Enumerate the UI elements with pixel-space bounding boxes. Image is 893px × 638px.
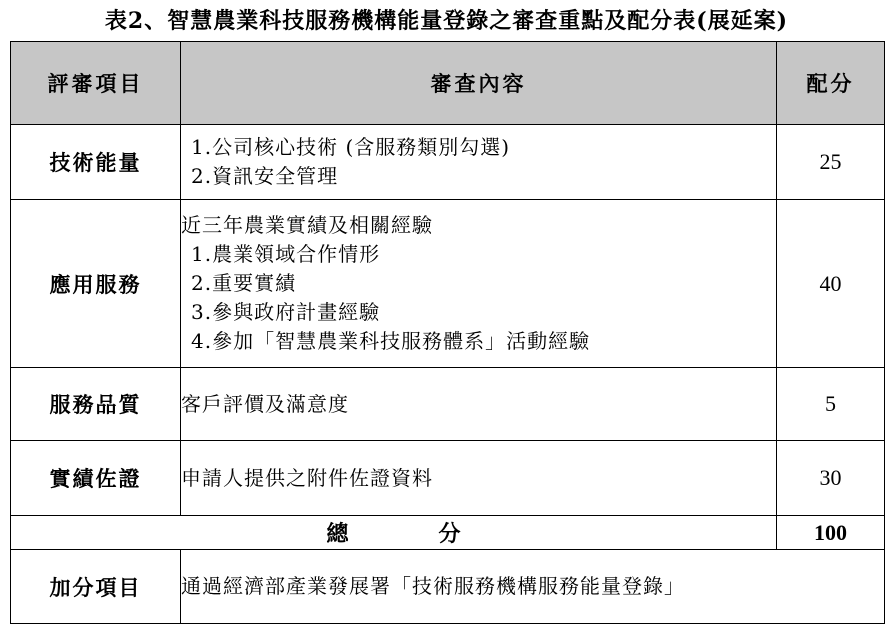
row-score: 30 (777, 441, 885, 516)
row-item: 實績佐證 (11, 441, 181, 516)
table-header-row (11, 42, 885, 125)
total-label-char: 總 (326, 521, 349, 547)
row-score: 40 (777, 200, 885, 368)
total-label-char: 分 (438, 521, 461, 547)
review-table (10, 41, 885, 624)
row-item: 技術能量 (11, 125, 181, 200)
content-line: 通過經濟部產業發展署「技術服務機構服務能量登錄」 (181, 574, 685, 598)
content-line: 2.資訊安全管理 (191, 164, 339, 188)
content-line: 客戶評價及滿意度 (181, 391, 349, 416)
row-content (181, 368, 777, 441)
row-item: 服務品質 (11, 368, 181, 441)
content-line: 1.公司核心技術 (含服務類別勾選) (191, 135, 511, 159)
header-content: 審查內容 (181, 42, 777, 125)
table-row (11, 441, 885, 516)
content-line: 4.參加「智慧農業科技服務體系」活動經驗 (191, 329, 591, 353)
table-title: 表2、智慧農業科技服務機構能量登錄之審查重點及配分表(展延案) (104, 8, 789, 34)
bonus-row (11, 550, 885, 624)
table-row (11, 125, 885, 200)
total-row (11, 516, 885, 550)
bonus-content (181, 550, 885, 624)
header-score: 配分 (777, 42, 885, 125)
bonus-item: 加分項目 (11, 550, 181, 624)
content-line: 申請人提供之附件佐證資料 (181, 465, 433, 490)
row-score: 5 (777, 368, 885, 441)
row-content (181, 441, 777, 516)
row-content (181, 200, 777, 368)
content-line: 3.參與政府計畫經驗 (191, 300, 381, 324)
content-line: 2.重要實績 (191, 271, 297, 295)
content-line: 近三年農業實績及相關經驗 (181, 213, 433, 237)
row-item: 應用服務 (11, 200, 181, 368)
row-content (181, 125, 777, 200)
total-label (11, 516, 777, 550)
header-item: 評審項目 (11, 42, 181, 125)
table-row (11, 200, 885, 368)
total-score: 100 (777, 516, 885, 550)
content-line: 1.農業領域合作情形 (191, 242, 381, 266)
table-row (11, 368, 885, 441)
row-score: 25 (777, 125, 885, 200)
